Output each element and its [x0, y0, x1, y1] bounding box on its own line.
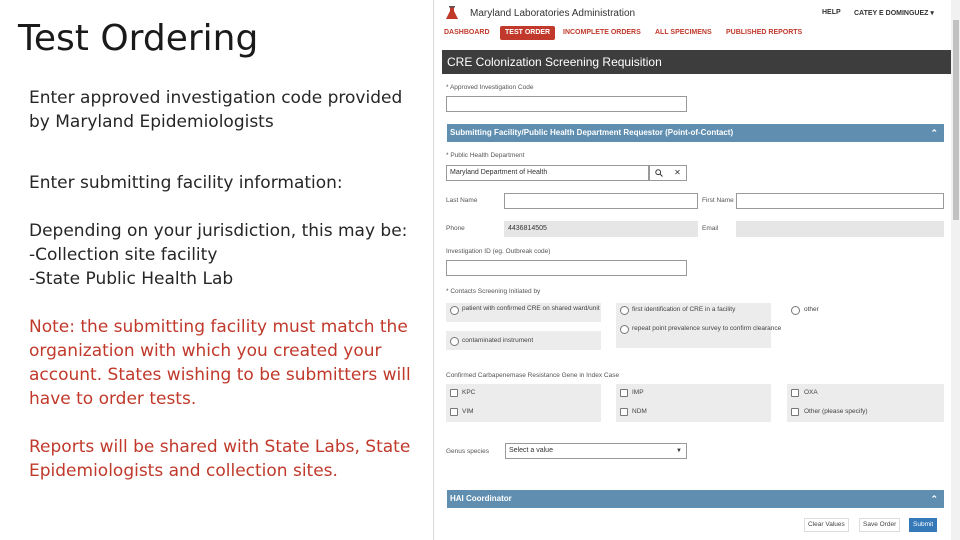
nav-all-specimens[interactable]: ALL SPECIMENS — [655, 29, 712, 36]
investigation-code-input[interactable] — [446, 96, 687, 112]
genus-select[interactable] — [505, 443, 687, 459]
option-label: IMP — [632, 389, 644, 396]
option-label: contaminated instrument — [462, 337, 534, 344]
option-label: VIM — [462, 408, 474, 415]
phd-actions — [649, 165, 687, 181]
user-menu[interactable]: CATEY E DOMINGUEZ ▾ — [854, 10, 934, 17]
last-name-input[interactable] — [504, 193, 698, 209]
genus-label: Genus species — [446, 448, 489, 455]
checkbox-oxa[interactable] — [791, 389, 799, 397]
contacts-label: * Contacts Screening Initiated by — [446, 288, 541, 295]
phone-input[interactable]: 4436814505 — [504, 221, 698, 237]
option-label: repeat point prevalence survey to confirm clearance — [632, 325, 782, 332]
first-name-input[interactable] — [736, 193, 944, 209]
option-label: KPC — [462, 389, 476, 396]
help-link[interactable]: HELP — [822, 9, 841, 16]
note-submitting-facility — [29, 315, 411, 411]
option-label: OXA — [804, 389, 818, 396]
checkbox-imp[interactable] — [620, 389, 628, 397]
note-line: organization with which you created your — [29, 341, 382, 361]
gene-label: Confirmed Carbapenemase Resistance Gene in Index Case — [446, 372, 620, 379]
save-order-button[interactable]: Save Order — [859, 518, 900, 532]
option-label: NDM — [632, 408, 647, 415]
nav-dashboard[interactable]: DASHBOARD — [444, 29, 490, 36]
instruction-facility-info — [29, 171, 399, 195]
instruction-line: -Collection site facility — [29, 245, 218, 265]
instruction-line: -State Public Health Lab — [29, 269, 234, 289]
instruction-line: by Maryland Epidemiologists — [29, 112, 274, 132]
first-name-label: First Name — [702, 197, 734, 204]
submit-button[interactable]: Submit — [909, 518, 937, 532]
instruction-line: Depending on your jurisdiction, this may be: — [29, 221, 408, 241]
email-label: Email — [702, 225, 719, 232]
close-icon[interactable]: ✕ — [674, 168, 681, 177]
radio-repeat-prevalence[interactable] — [620, 325, 629, 334]
clear-values-button[interactable]: Clear Values — [804, 518, 849, 532]
nav-test-order[interactable]: TEST ORDER — [500, 26, 555, 40]
form-title: CRE Colonization Screening Requisition — [442, 50, 951, 74]
search-icon[interactable] — [655, 169, 663, 177]
slide-title: Test Ordering — [18, 18, 259, 59]
section-title: Submitting Facility/Public Health Department Requestor (Point-of-Contact) — [450, 128, 734, 137]
lab-logo-icon — [446, 6, 458, 20]
option-label: patient with confirmed CRE on shared ward/unit — [462, 305, 600, 312]
checkbox-other-gene[interactable] — [791, 408, 799, 416]
investigation-id-label: Investigation ID (eg. Outbreak code) — [446, 248, 551, 255]
nav-published-reports[interactable]: PUBLISHED REPORTS — [726, 29, 803, 36]
phd-label: * Public Health Department — [446, 152, 525, 159]
last-name-label: Last Name — [446, 197, 478, 204]
option-label: first identification of CRE in a facility — [632, 306, 736, 313]
radio-contaminated-instrument[interactable] — [450, 337, 459, 346]
investigation-code-label: * Approved Investigation Code — [446, 84, 534, 91]
instruction-jurisdiction — [29, 219, 408, 291]
radio-other[interactable] — [791, 306, 800, 315]
app-header — [434, 0, 960, 24]
radio-first-identification[interactable] — [620, 306, 629, 315]
chevron-up-icon[interactable]: ⌃ — [930, 128, 938, 138]
app-screenshot — [433, 0, 960, 540]
note-line: Note: the submitting facility must match the — [29, 317, 408, 337]
option-label: Other (please specify) — [804, 408, 868, 415]
instruction-line: Enter submitting facility information: — [29, 173, 343, 193]
section-submitting-facility[interactable] — [447, 124, 944, 142]
note-line: Reports will be shared with State Labs, State — [29, 437, 411, 457]
note-line: Epidemiologists and collection sites. — [29, 461, 338, 481]
checkbox-vim[interactable] — [450, 408, 458, 416]
dropdown-arrow-icon: ▼ — [676, 448, 682, 454]
investigation-id-input[interactable] — [446, 260, 687, 276]
checkbox-ndm[interactable] — [620, 408, 628, 416]
checkbox-kpc[interactable] — [450, 389, 458, 397]
phone-label: Phone — [446, 225, 465, 232]
nav-incomplete-orders[interactable]: INCOMPLETE ORDERS — [563, 29, 641, 36]
chevron-up-icon[interactable]: ⌃ — [930, 494, 938, 504]
note-line: account. States wishing to be submitters will — [29, 365, 411, 385]
instruction-investigation-code — [29, 86, 403, 134]
note-reports-shared — [29, 435, 411, 483]
phd-input[interactable]: Maryland Department of Health — [446, 165, 649, 181]
note-line: have to order tests. — [29, 389, 197, 409]
app-name: Maryland Laboratories Administration — [470, 8, 636, 19]
email-input[interactable] — [736, 221, 944, 237]
scrollbar-thumb[interactable] — [953, 20, 959, 220]
instruction-line: Enter approved investigation code provided — [29, 88, 403, 108]
radio-patient-confirmed[interactable] — [450, 306, 459, 315]
genus-selected-value: Select a value — [509, 447, 553, 454]
option-label: other — [804, 306, 819, 313]
section-title: HAI Coordinator — [450, 494, 512, 503]
section-hai-coordinator[interactable] — [447, 490, 944, 508]
